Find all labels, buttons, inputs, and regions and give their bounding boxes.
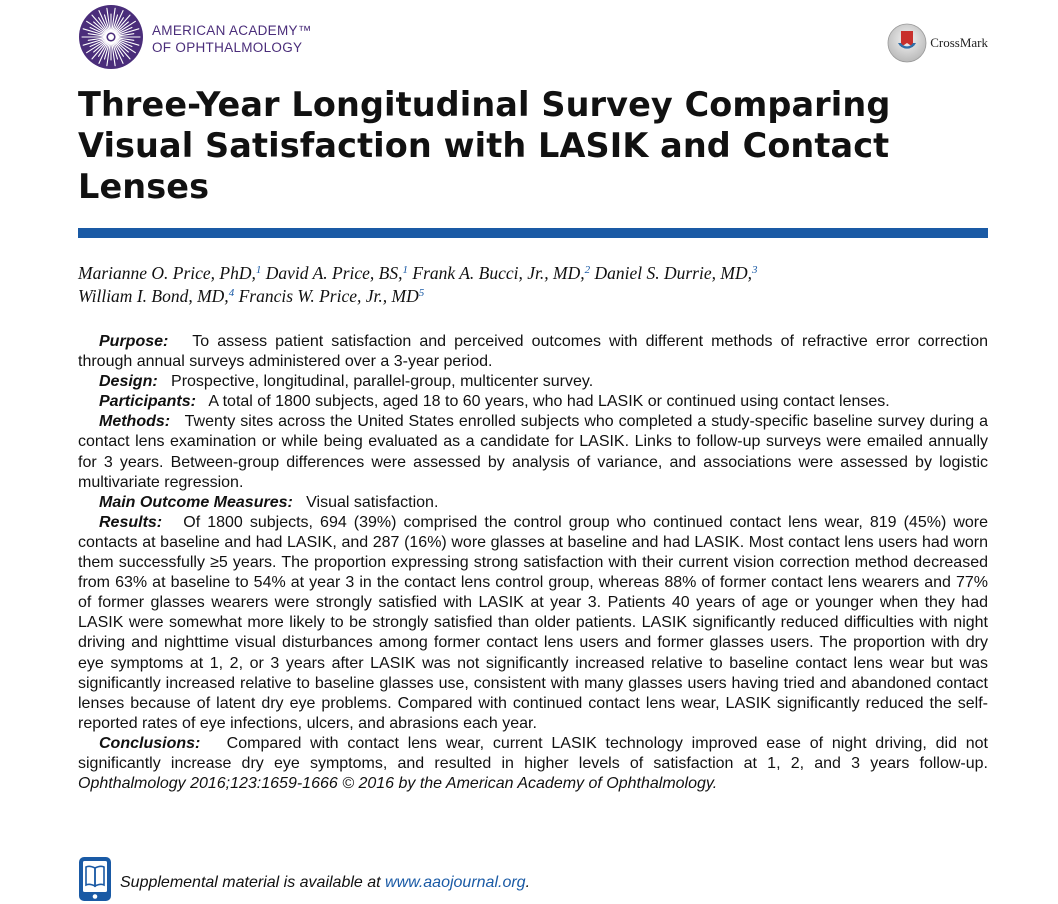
title-divider — [78, 228, 988, 238]
crossmark-icon[interactable] — [887, 23, 927, 63]
aao-starburst-logo-icon — [78, 4, 144, 70]
supplemental-suffix: . — [525, 874, 531, 891]
organization-name — [152, 22, 312, 56]
section-label: Main Outcome Measures: — [99, 493, 293, 511]
abstract-conclusions — [78, 734, 988, 794]
section-label: Conclusions: — [99, 734, 201, 752]
section-label: Participants: — [99, 393, 196, 411]
author-name: William I. Bond, MD, — [78, 286, 229, 306]
affiliation-link[interactable]: 1 — [402, 264, 408, 276]
affiliation-link[interactable]: 1 — [255, 264, 262, 276]
journal-header — [78, 4, 990, 70]
supplemental-note — [78, 856, 678, 902]
journal-citation: Ophthalmology 2016;123:1659-1666 © 2016 by the American Academy of Ophthalmology. — [78, 775, 718, 793]
author-name: Frank A. Bucci, Jr., MD, — [412, 263, 585, 283]
abstract-results — [78, 513, 988, 734]
organization-name-line2: OF OPHTHALMOLOGY — [152, 40, 303, 55]
section-text: Twenty sites across the United States enrolled subjects who completed a study-specific baseline survey during a contact lens examination or while being evaluated as a candidate for LASIK. Links to follow-up surveys were emailed annually for 3 years. Between-group differences were assessed by analysis of variance, and associations were assessed by logistic multivariate regression. — [78, 413, 988, 491]
section-label: Purpose: — [99, 333, 169, 350]
abstract-purpose — [78, 332, 988, 372]
section-text: Visual satisfaction. — [306, 493, 439, 511]
section-label: Design: — [99, 373, 158, 391]
affiliation-link[interactable]: 4 — [228, 287, 235, 299]
section-text: Of 1800 subjects, 694 (39%) comprised the control group who continued contact lens wear, 819 (45%) wore contacts at baseline and had LASIK, and 287 (16%) wore glasses at baseline and had LASIK. Most contact lens users had worn them successfully ≥5 years. The proportion expressing strong satisfaction with their current vision correction method decreased from 63% at baseline to 54% at year 3 in the contact lens control group, whereas 88% of former contact lens wearers and 77% of former glasses wearers were strongly satisfied with LASIK at year 3. Patients 40 years of age or younger when they had LASIK were somewhat more likely to be strongly satisfied than older patients. LASIK significantly reduced difficulties with night driving and nighttime visual disturbances among former contact lens users and former glasses users. The proportion with dry eye symptoms at 1, 2, or 3 years after LASIK was not significantly increased relative to baseline contact lens wear but was significantly increased relative to baseline glasses use, consistent with many glasses users having tried and abandoned contact lenses because of latent dry eye problems. Compared with continued contact lens wear, LASIK significantly reduced the self-reported rates of eye infections, ulcers, and abrasions each year. — [78, 513, 989, 732]
abstract-outcomes — [78, 493, 988, 513]
section-label: Results: — [99, 513, 163, 531]
abstract-design — [78, 372, 988, 392]
supplemental-prefix: Supplemental material is available at — [120, 874, 381, 891]
affiliation-link[interactable]: 5 — [418, 287, 425, 299]
author-list — [78, 262, 988, 308]
section-text: Compared with contact lens wear, current LASIK technology improved ease of night driving, did not significantly increase dry eye symptoms, and resulted in higher levels of satisfaction at 1, 2, and 3 years follow-up. — [78, 734, 989, 772]
article-title: Three-Year Longitudinal Survey Comparing Visual Satisfaction with LASIK and Contact Lenses — [78, 85, 891, 206]
affiliation-link[interactable]: 3 — [751, 264, 758, 276]
organization-name-line1: AMERICAN ACADEMY™ — [152, 23, 312, 38]
abstract — [78, 332, 988, 794]
supplemental-text — [120, 874, 530, 892]
abstract-participants — [78, 392, 988, 412]
abstract-methods — [78, 412, 988, 492]
section-text: To assess patient satisfaction and perceived outcomes with different methods of refractive error correction through annual surveys administered over a 3-year period. — [78, 333, 989, 371]
section-text: Prospective, longitudinal, parallel-group, multicenter survey. — [171, 373, 594, 391]
author-name: Marianne O. Price, PhD, — [78, 263, 256, 283]
supplemental-book-icon — [78, 856, 112, 902]
author-name: Francis W. Price, Jr., MD — [238, 286, 419, 306]
author-name: Daniel S. Durrie, MD, — [594, 263, 752, 283]
crossmark-label[interactable]: CrossMark — [930, 35, 988, 50]
affiliation-link[interactable]: 2 — [584, 264, 591, 276]
section-text: A total of 1800 subjects, aged 18 to 60 years, who had LASIK or continued using contact lenses. — [208, 393, 890, 411]
crossmark-badge[interactable] — [887, 21, 988, 65]
journal-website-link[interactable]: www.aaojournal.org — [385, 874, 526, 891]
section-label: Methods: — [99, 413, 171, 431]
author-name: David A. Price, BS, — [265, 263, 403, 283]
